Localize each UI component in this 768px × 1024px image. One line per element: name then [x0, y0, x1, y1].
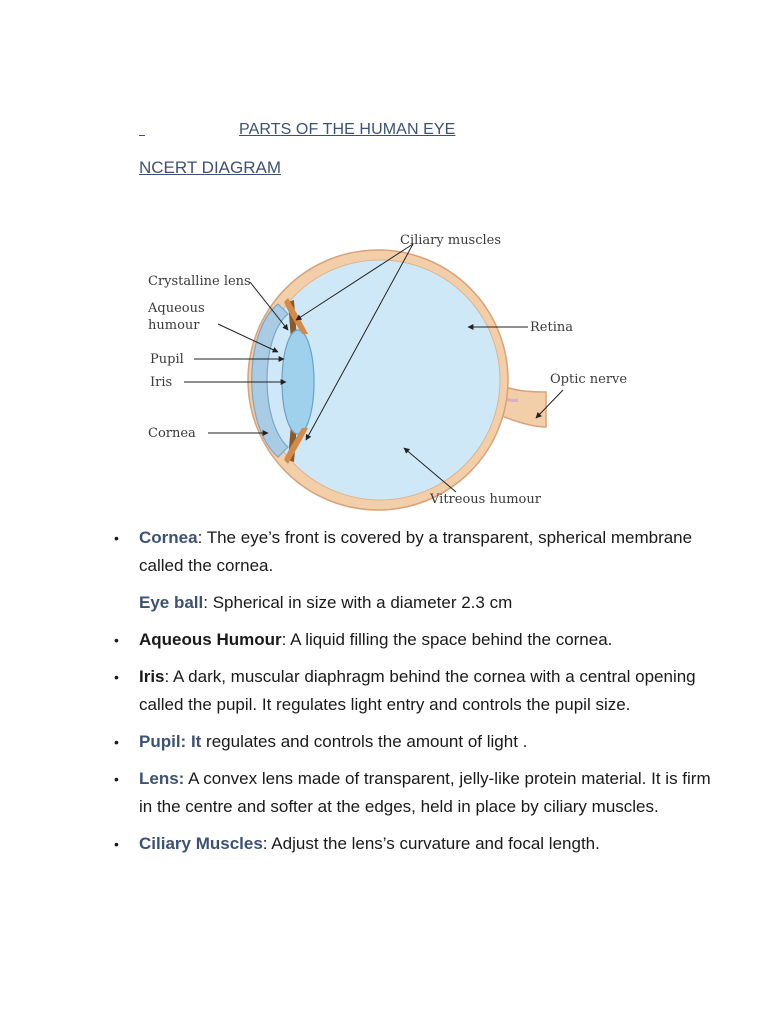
- bullet: •: [114, 836, 119, 852]
- bullet: •: [114, 530, 119, 546]
- list-item-iris: [112, 663, 712, 719]
- label-optic-nerve: Optic nerve: [550, 372, 628, 387]
- item-text: : A dark, muscular diaphragm behind the cornea with a central opening called the pupil. It regulates light entry and controls the pupil size.: [139, 667, 696, 714]
- list-item-lens: [112, 765, 712, 821]
- item-term: Ciliary Muscles: [139, 834, 263, 853]
- label-aqueous-1: Aqueous: [148, 301, 205, 316]
- label-retina: Retina: [530, 320, 573, 335]
- item-term: Aqueous Humour: [139, 630, 282, 649]
- item-term: Lens:: [139, 769, 185, 788]
- item-term: Eye ball: [139, 593, 204, 612]
- item-text: : The eye’s front is covered by a transparent, spherical membrane called the cornea.: [139, 528, 693, 575]
- item-text: regulates and controls the amount of light .: [201, 732, 528, 751]
- item-text: : Adjust the lens’s curvature and focal length.: [262, 834, 600, 853]
- parts-list: [112, 524, 712, 867]
- item-text: : Spherical in size with a diameter 2.3 cm: [203, 593, 513, 612]
- list-item-eye-ball: [112, 589, 712, 617]
- bullet: •: [114, 771, 119, 787]
- item-text: : A liquid filling the space behind the cornea.: [281, 630, 613, 649]
- label-crystalline-lens: Crystalline lens: [148, 274, 251, 289]
- label-vitreous-humour: Vitreous humour: [430, 492, 541, 507]
- lens-shape: [282, 330, 314, 434]
- bullet: •: [114, 632, 119, 648]
- item-term: Pupil: It: [139, 732, 202, 751]
- item-text: A convex lens made of transparent, jelly-like protein material. It is firm in the centre and softer at the edges, held in place by ciliary muscles.: [139, 769, 711, 816]
- title-row: [139, 121, 455, 139]
- page-title: PARTS OF THE HUMAN EYE: [239, 121, 456, 138]
- list-item-aqueous-humour: [112, 626, 712, 654]
- list-item-pupil: [112, 728, 712, 756]
- underline-mark: [139, 121, 145, 136]
- page-subtitle: NCERT DIAGRAM: [139, 158, 282, 177]
- list-item-cornea: [112, 524, 712, 580]
- label-ciliary-muscles: Ciliary muscles: [400, 233, 502, 248]
- item-term: Cornea: [139, 528, 198, 547]
- label-cornea: Cornea: [148, 426, 196, 441]
- bullet: •: [114, 734, 119, 750]
- list-item-ciliary-muscles: [112, 830, 712, 858]
- item-term: Iris: [139, 667, 165, 686]
- label-aqueous-2: humour: [148, 318, 200, 333]
- label-pupil: Pupil: [150, 352, 184, 367]
- eye-diagram: [138, 222, 628, 514]
- label-iris: Iris: [150, 375, 173, 390]
- bullet: •: [114, 669, 119, 685]
